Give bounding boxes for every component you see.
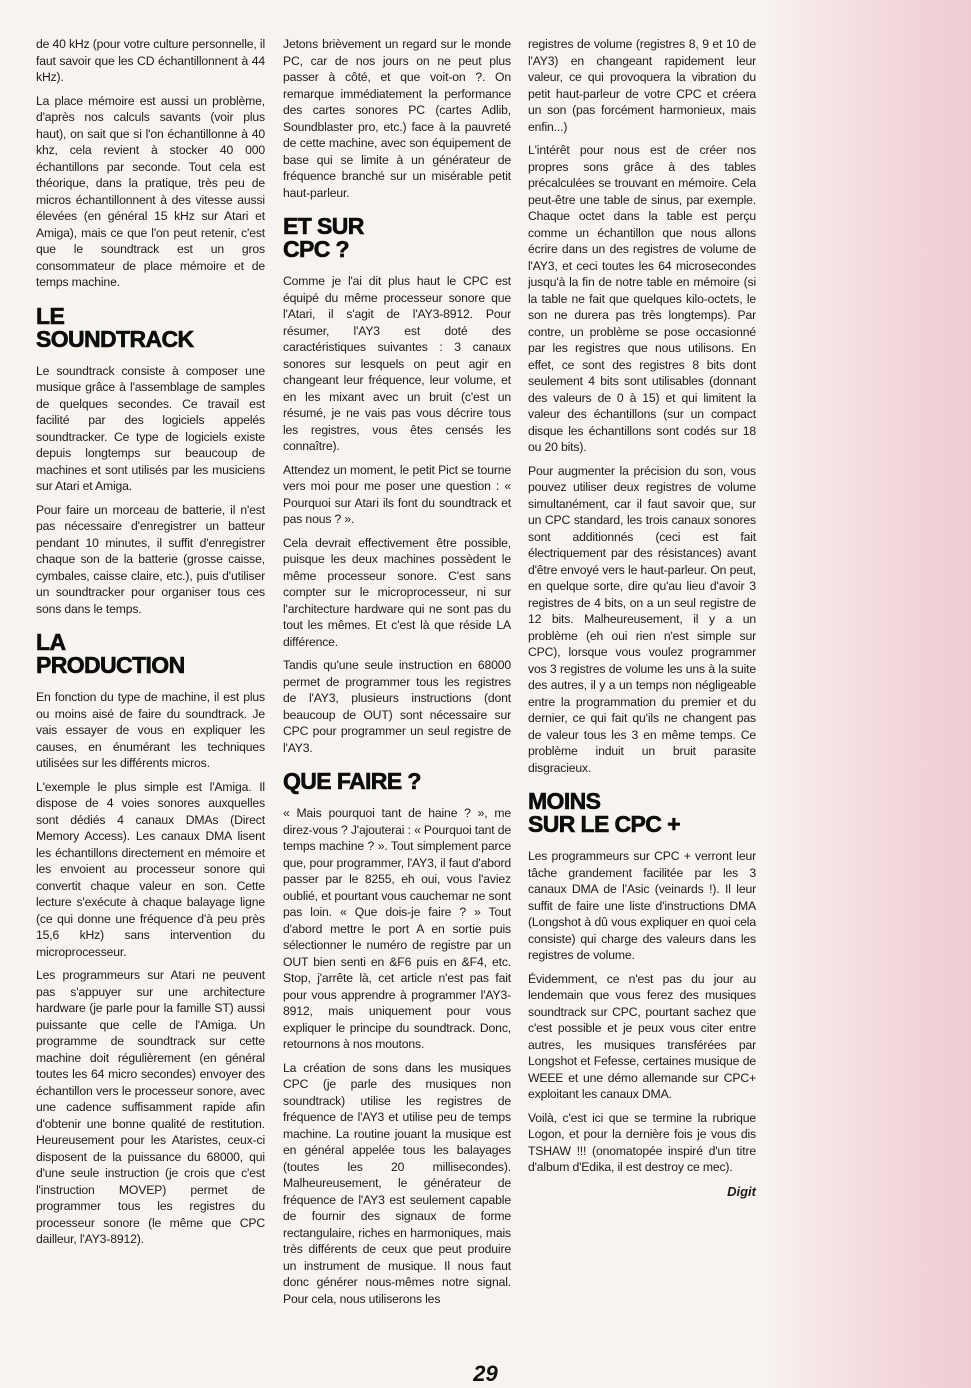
page-number: 29 [473, 1361, 498, 1386]
author-signature: Digit [727, 1183, 756, 1199]
paragraph: L'exemple le plus simple est l'Amiga. Il dispose de 4 voies sonores auxquelles sont dédiés 4 canaux DMAs (Direct Memory Access). Les canaux DMA lisent les échantillons directement en mémoire et les envoient au processeur sonore qui convertit chaque valeur en son. Cette lecture s'exécute à chaque balayage ligne (ce qui donne une fréquence d'à peu près 15,6 kHz) sans intervention du microprocesseur. [36, 779, 265, 959]
paragraph: Comme je l'ai dit plus haut le CPC est équipé du même processeur sonore que l'Atari, il s'agit de l'AY3-8912. Pour résumer, l'AY3 est doté des caractéristiques suivantes : 3 canaux sonores sur lesquels on peut agir en changeant leur fréquence, leur volume, et en les mixant avec un bruit (c'est un résumé, je ne vais pas vous décrire tous les registres, vous êtes censés les connaître). [283, 274, 511, 453]
paragraph: Les programmeurs sur CPC + verront leur tâche grandement facilitée par les 3 canaux DMA de l'Asic (veinards !). Il leur suffit de faire une liste d'instructions DMA (Longshot à dû vous expliquer en quoi cela consiste) qui charge des valeurs dans les registres de volume. [528, 849, 756, 962]
paragraph: Attendez un moment, le petit Pict se tourne vers moi pour me poser une question : « Pourquoi sur Atari ils font du soundtrack et pas nous ? ». [283, 462, 511, 526]
heading-line: SOUNDTRACK [36, 325, 194, 352]
heading-line: LE [36, 302, 65, 329]
paragraph: Pour augmenter la précision du son, vous pouvez utiliser deux registres de volume simultanément, car il faut savoir que, sur un CPC standard, les trois canaux sonores sont additionnés (ceci est fait électriquement par des résistances) avant d'être envoyé vers le haut-parleur. On peut, en quelque sorte, dire qu'au lieu d'avoir 3 registres de 4 bits, on a un seul registre de 12 bits. Malheureusement, il y a un problème (eh oui rien n'est simple sur CPC), lorsque vous voulez programmer vos 3 registres de volume les uns à la suite des autres, il y a un temps non négligeable entre la programmation du premier et du dernier, ce qui fait qu'ils ne changent pas de valeur tous les 3 en même temps. Ce problème induit un bruit parasite disgracieux. [528, 463, 756, 775]
heading-le-soundtrack [36, 302, 265, 352]
paragraph: La place mémoire est aussi un problème, d'après nos calculs savants (voir plus haut), on sait que si l'on échantillonne à 40 khz, cela revient à stocker 40 000 échantillons par seconde. Tout cela est théorique, dans la pratique, très peu de micros échantillonnent à des vitesse aussi élevées (en général 15 kHz sur Atari et Amiga), mais ce que l'on peut retenir, c'est que le soundtrack est un gros consommateur de place mémoire et de temps machine. [36, 93, 265, 289]
heading-et-sur-cpc [283, 215, 511, 261]
heading-line: ET SUR [283, 213, 364, 239]
column-right [528, 36, 756, 1199]
paragraph: Jetons brièvement un regard sur le monde PC, car de nos jours on ne peut plus passer à côté, et que voit-on ?. On remarque immédiatement la performance des cartes sonores PC (cartes Adlib, Soundblaster pro, etc.) face à la pauvreté de cette machine, avec son équipement de base qui se limite à un générateur de fréquence branché sur un misérable petit haut-parleur. [283, 37, 511, 200]
paragraph: Les programmeurs sur Atari ne peuvent pas s'appuyer sur une architecture hardware (je parle pour la famille ST) aussi puissante que celle de l'Amiga. Un programme de soundtrack sur cette machine doit régulièrement (en général toutes les 64 micro secondes) envoyer des échantillon vers le processeur sonore, avec une cadence suffisamment rapide afin d'obtenir une bonne qualité de restitution. Heureusement pour les Ataristes, ceux-ci disposent de la puissance du 68000, qui d'une seule instruction (je crois que c'est l'instruction MOVEP) permet de programmer tous les registres du processeur sonore (le même que CPC dailleur, l'AY3-8912). [36, 968, 265, 1246]
heading-la-production [36, 631, 265, 677]
paragraph: registres de volume (registres 8, 9 et 10 de l'AY3) en changeant rapidement leur valeur, ce qui provoquera la vibration du petit haut-parleur de votre CPC et créera un son (pas forcément harmonieux, mais enfin...) [528, 37, 756, 134]
paragraph: Pour faire un morceau de batterie, il n'est pas nécessaire d'enregistrer un batteur pendant 10 minutes, il suffit d'enregistrer chaque son de la batterie (grosse caisse, cymbales, caisse claire, etc.), puis d'utiliser un soundtracker pour organiser tous ces sons dans le temps. [36, 502, 265, 616]
heading-line: SUR LE CPC + [528, 811, 680, 837]
paragraph: Évidemment, ce n'est pas du jour au lendemain que vous ferez des musiques soundtrack sur CPC, pourtant sachez que c'est possible et je peux vous citer entre autres, les musiques transférées par Longshot et Fefesse, certaines musique de WEEE et une démo allemande sur CPC+ exploitant les canaux DMA. [528, 971, 756, 1101]
paragraph: La création de sons dans les musiques CPC (je parle des musiques non soundtrack) utilise les registres de fréquence de l'AY3 et utilise peu de temps machine. La routine jouant la musique est en général appelée tous les balayages (toutes les 20 millisecondes). Malheureusement, le générateur de fréquence de l'AY3 est seulement capable de fournir des signaux de forme rectangulaire, riches en harmoniques, mais très différents de ceux que peut produire un instrument de musique. Il nous faut donc générer nous-mêmes notre signal. Pour cela, nous utiliserons les [283, 1060, 511, 1306]
heading-line: QUE FAIRE ? [283, 768, 421, 794]
heading-line: CPC ? [283, 236, 350, 262]
paragraph: « Mais pourquoi tant de haine ? », me direz-vous ? J'ajouterai : « Pourquoi tant de temps machine ? ». Tout simplement parce que, pour programmer, l'AY3, il faut d'abord passer par le 8255, eh oui, vous l'aviez oublié, et pourtant vous cauchemar ne sont pas loin. « Que dois-je faire ? » Tout d'abord mettre le port A en sortie puis sélectionner le numéro de registre par un OUT bien senti en &F6 puis en &F4, etc. Stop, j'arrête là, cet article n'est pas fait pour vous apprendre à programmer l'AY3-8912, mais uniquement pour vous expliquer le principe du soundtrack. Donc, retournons à nos moutons. [283, 806, 511, 1051]
paragraph: Cela devrait effectivement être possible, puisque les deux machines possèdent le même processeur sonore. C'est sans compter sur le microprocesseur, ni sur l'architecture hardware qui ne sont pas du tout les mêmes. Et c'est là que réside LA différence. [283, 535, 511, 649]
paragraph: L'intérêt pour nous est de créer nos propres sons grâce à des tables précalculées se trouvant en mémoire. Cela peut-être une table de sinus, par exemple. Chaque octet dans la table est perçu comme un échantillon que nous allons écrire dans un des registres de volume de l'AY3, et ceci toutes les 64 microsecondes jusqu'à la fin de notre table en mémoire (si la table ne fait que quelques kilo-octets, le son ne durera pas très longtemps). Par contre, un problème se pose occasionné par les registres que nous utilisons. En effet, ce sont des registres 8 bits dont seulement 4 bits sont utilisables (donnant des valeurs de 0 à 15) et qui limitent la valeur des échantillons (sur un compact disque les échantillons sont codés sur 18 ou 20 bits). [528, 143, 756, 454]
heading-line: MOINS [528, 788, 601, 814]
page-edge-tint [766, 0, 971, 1388]
column-left [36, 36, 265, 1255]
paragraph: Tandis qu'une seule instruction en 68000 permet de programmer tous les registres de l'AY3, plusieurs instructions (dont beaucoup de OUT) sont nécessaire sur CPC pour programmer un seul registre de l'AY3. [283, 658, 511, 755]
heading-line: PRODUCTION [36, 652, 185, 678]
paragraph: En fonction du type de machine, il est plus ou moins aisé de faire du soundtrack. Je vais essayer de vous en expliquer les causes, en énumérant les techniques utilisées sur les différents micros. [36, 690, 265, 770]
paragraph: Voilà, c'est ici que se termine la rubrique Logon, et pour la dernière fois je vous dis TSHAW !!! (onomatopée inspiré d'un titre d'album d'Edika, il est destroy ce mec). [528, 1110, 756, 1174]
heading-que-faire [283, 770, 511, 793]
paragraph: Le soundtrack consiste à composer une musique grâce à l'assemblage de samples de quelques secondes. Ce travail est facilité par des logiciels appelés soundtracker. Ce type de logiciels existe depuis longtemps sur beaucoup de machines et sont utilisés par les musiciens sur Atari et Amiga. [36, 363, 265, 493]
heading-line: LA [36, 629, 66, 655]
heading-moins-sur-le-cpc-plus [528, 790, 756, 836]
column-middle [283, 36, 511, 1314]
paragraph: de 40 kHz (pour votre culture personnelle, il faut savoir que les CD échantillonnent à 44 kHz). [36, 37, 265, 84]
